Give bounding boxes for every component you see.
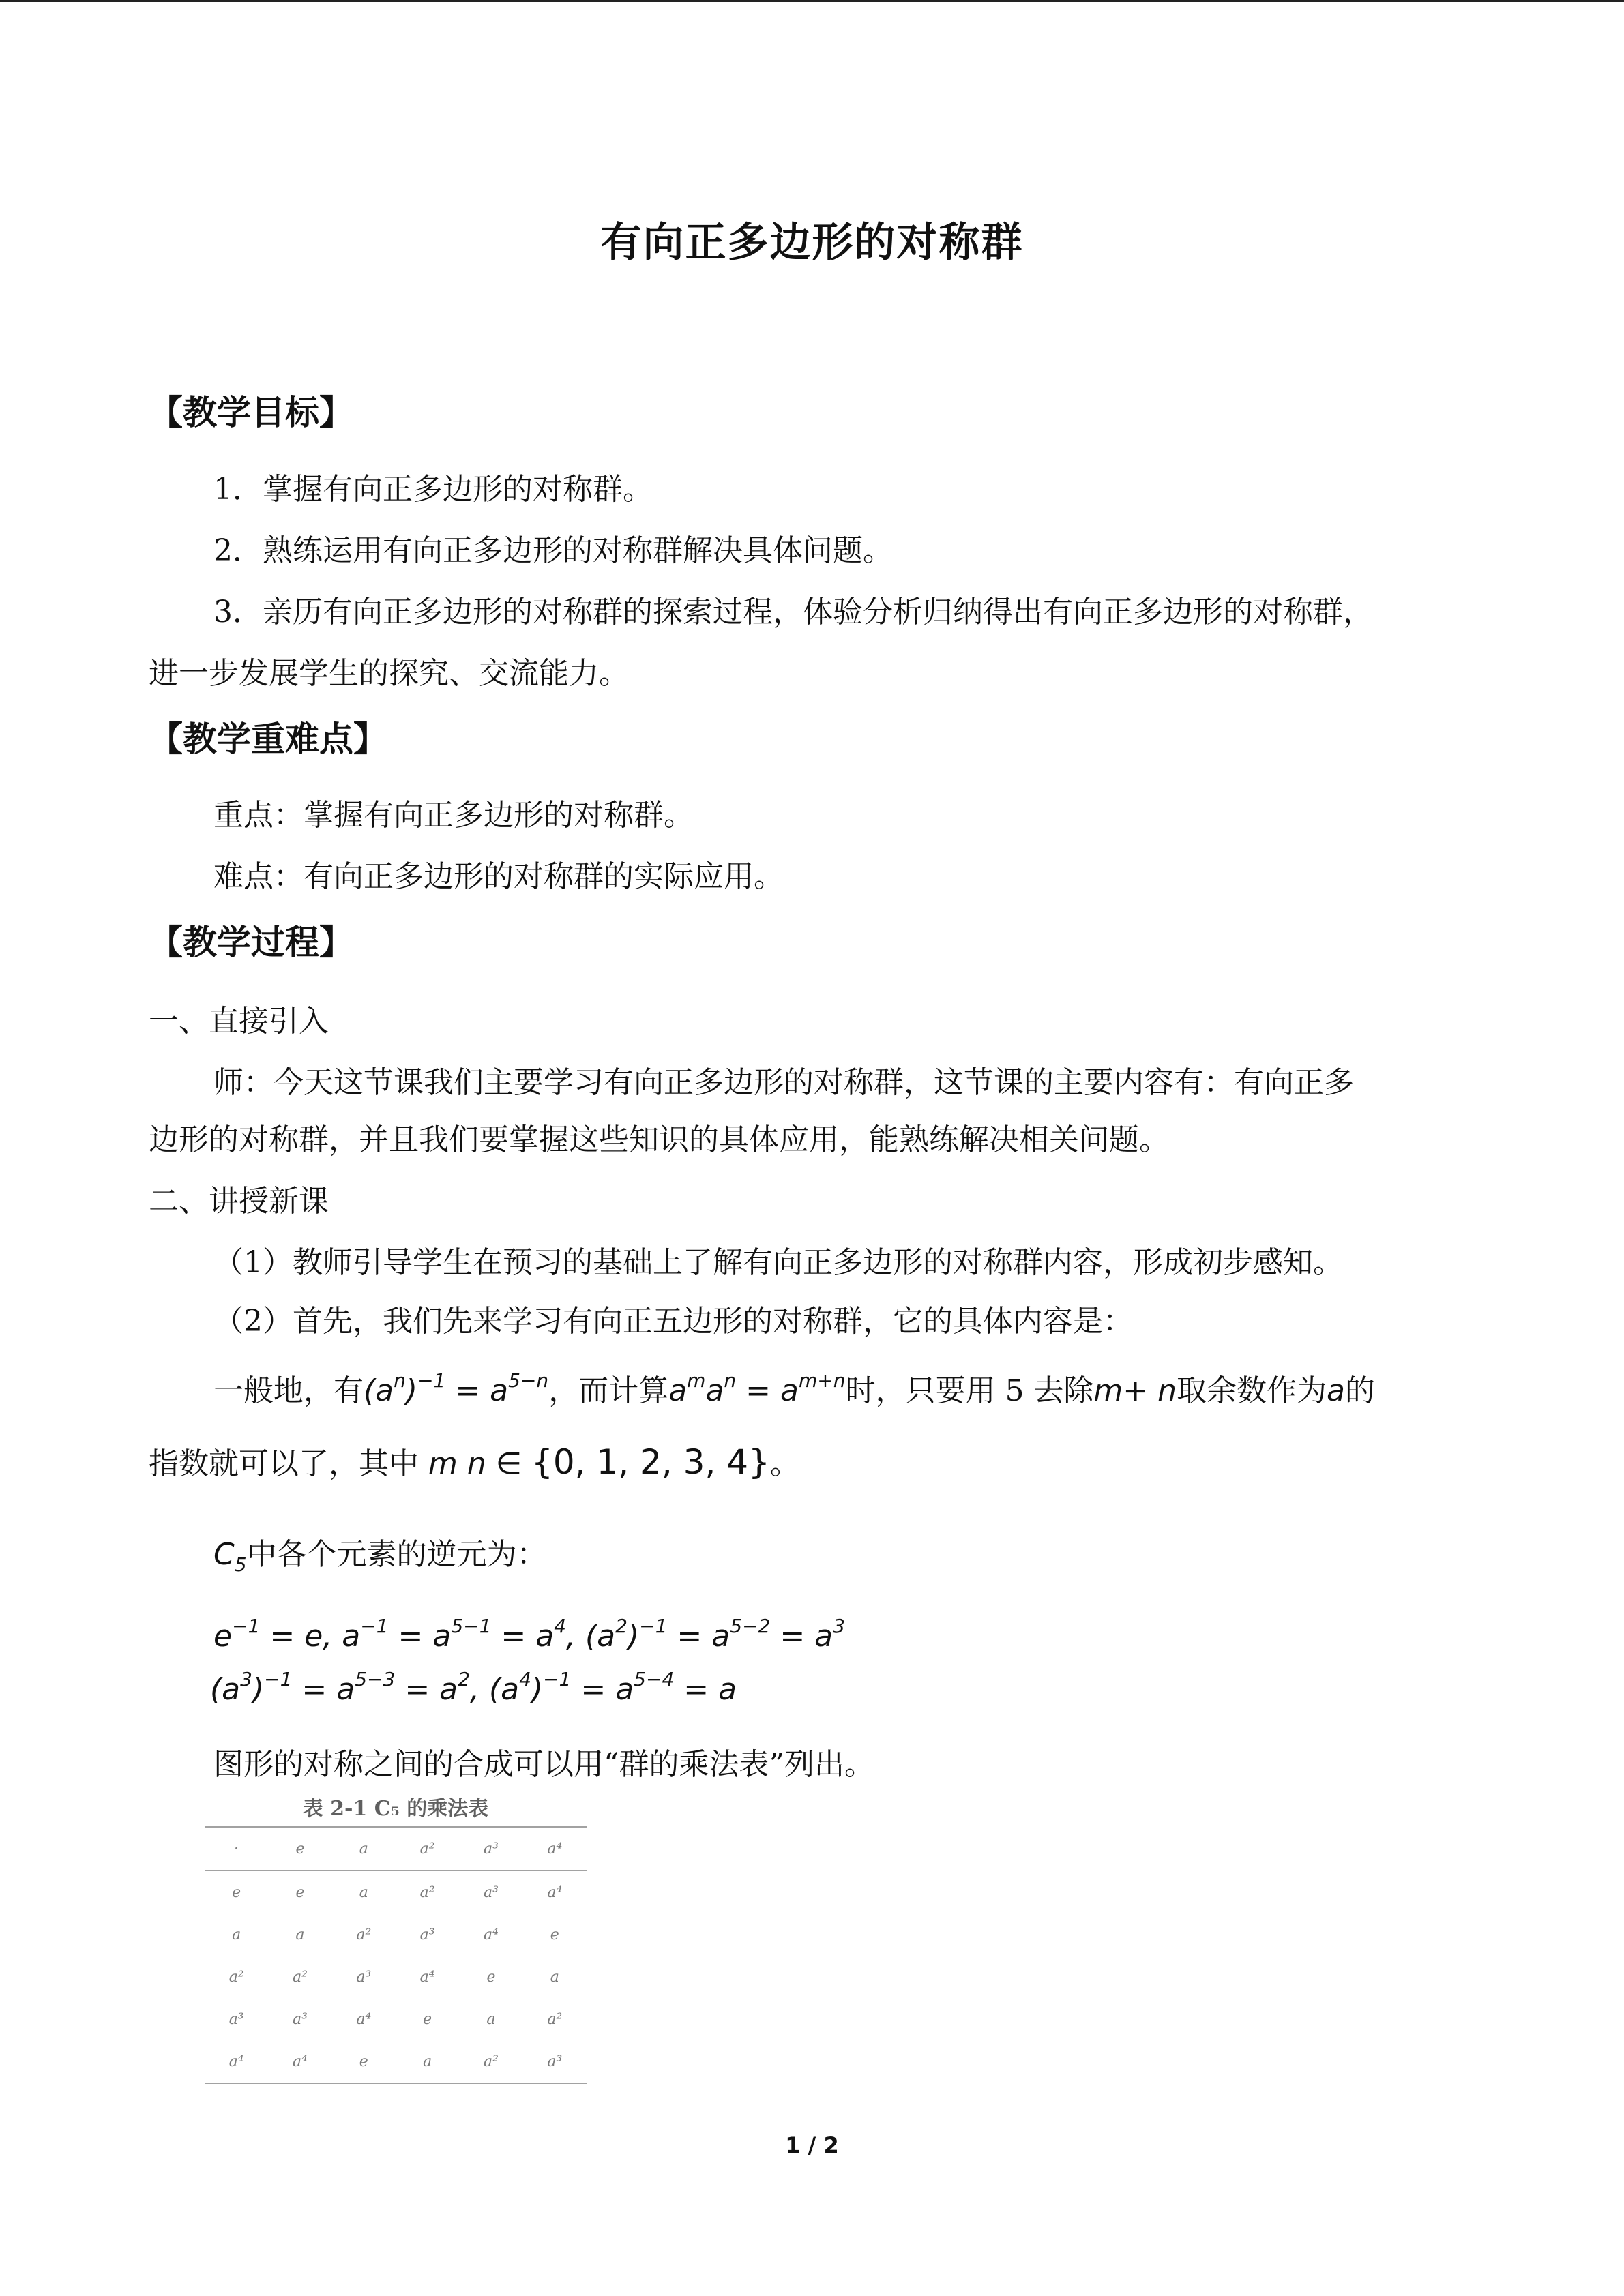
table-cell: a³: [228, 2010, 244, 2028]
page-title: 有向正多边形的对称群: [600, 219, 1024, 267]
table-cell: a³: [523, 2040, 587, 2083]
table-cell: a²: [396, 1827, 459, 1870]
keypoints-heading: 【教学重难点】: [149, 719, 387, 759]
table-cell: a⁴: [205, 2040, 268, 2083]
table-cell: a⁴: [356, 2010, 372, 2028]
table-row: [205, 1870, 587, 1913]
inverse-formula: $(a^n)^{-1} = a^{5-n}$: [364, 1369, 549, 1408]
exponent-set: {0, 1, 2, 3, 4}: [531, 1442, 770, 1482]
table-cell: e: [486, 1968, 496, 1986]
table-cell: e: [550, 1926, 559, 1943]
table-cell: a³: [459, 1827, 522, 1870]
part2-text-line1: （1）教师引导学生在预习的基础上了解有向正多边形的对称群内容，形成初步感知。: [213, 1245, 1343, 1280]
cayley-caption: 表 2-1 C₅ 的乘法表: [302, 1797, 489, 1821]
cayley-table-figure: [198, 1792, 593, 2084]
table-intro: 图形的对称之间的合成可以用“群的乘法表”列出。: [213, 1747, 874, 1782]
table-cell: a²: [459, 2040, 522, 2083]
table-cell: a²: [356, 1926, 372, 1943]
product-formula: $a^ma^n = a^{m+n}$: [668, 1369, 846, 1408]
part2-text-line2: （2）首先，我们先来学习有向正五边形的对称群，它的具体内容是：: [213, 1304, 1133, 1339]
table-cell: a³: [419, 1926, 435, 1943]
general-formula-line: 一般地，有$(a^n)^{-1} = a^{5-n}$，而计算$a^ma^n = a^{m+n}$时，只要用 5 去除m+ n取余数作为a的: [213, 1369, 1375, 1408]
inverse-equation-1: $e^{-1} = e$, $a^{-1} = a^{5-1} = a^4$, $(a^2)^{-1} = a^{5-2} = a^3$: [213, 1615, 845, 1654]
page-number: 1 / 2: [785, 2132, 839, 2158]
part1-text-line1: 师：今天这节课我们主要学习有向正多边形的对称群，这节课的主要内容有：有向正多: [213, 1065, 1354, 1100]
table-cell: e: [295, 1883, 305, 1901]
table-cell: a: [486, 2010, 496, 2028]
table-row: [205, 1956, 587, 1998]
m-n-in: m n ∈: [419, 1446, 532, 1481]
goals-heading: 【教学目标】: [149, 392, 353, 432]
table-cell: a²: [228, 1968, 244, 1986]
table-row: [205, 1998, 587, 2040]
table-cell: a: [232, 1926, 241, 1943]
process-heading: 【教学过程】: [149, 922, 353, 962]
table-header-row: [205, 1827, 587, 1870]
table-cell: e: [332, 2040, 396, 2083]
group-symbol: $C_5$: [213, 1537, 247, 1576]
part1-text-line2: 边形的对称群，并且我们要掌握这些知识的具体应用，能熟练解决相关问题。: [149, 1122, 1169, 1157]
top-border: [0, 0, 1624, 2]
table-cell: a²: [547, 2010, 563, 2028]
table-cell: e: [423, 2010, 432, 2028]
table-cell: a: [332, 1827, 396, 1870]
table-cell: a²: [293, 1968, 308, 1986]
part1-title: 一、直接引入: [149, 1004, 329, 1039]
table-cell: a³: [484, 1883, 499, 1901]
table-cell: a: [359, 1883, 368, 1901]
table-cell: a⁴: [268, 2040, 331, 2083]
table-cell: a: [396, 2040, 459, 2083]
difficult-point: 难点：有向正多边形的对称群的实际应用。: [213, 859, 784, 894]
table-cell: a³: [356, 1968, 372, 1986]
goal-item-2: 2．熟练运用有向正多边形的对称群解决具体问题。: [213, 533, 893, 568]
goal-item-3: 3．亲历有向正多边形的对称群的探索过程，体验分析归纳得出有向正多边形的对称群，: [213, 595, 1373, 629]
table-cell: a³: [293, 2010, 308, 2028]
table-cell: a⁴: [484, 1926, 499, 1943]
table-cell: e: [232, 1883, 241, 1901]
table-cell: a⁴: [523, 1827, 587, 1870]
part2-title: 二、讲授新课: [149, 1184, 329, 1219]
table-cell: ·: [205, 1827, 268, 1870]
goal-item-1: 1．掌握有向正多边形的对称群。: [213, 472, 653, 507]
table-cell: a: [550, 1968, 559, 1986]
exponent-line: 指数就可以了，其中 m n ∈ {0, 1, 2, 3, 4}。: [149, 1442, 800, 1482]
inverse-equation-2: $(a^3)^{-1} = a^{5-3} = a^2$, $(a^4)^{-1} = a^{5-4} = a$: [210, 1668, 737, 1707]
table-cell: a⁴: [547, 1883, 563, 1901]
table-cell: a⁴: [419, 1968, 435, 1986]
inverse-intro-line: $C_5$中各个元素的逆元为：: [213, 1537, 547, 1576]
cayley-table: [205, 1826, 587, 2084]
table-cell: e: [268, 1827, 331, 1870]
table-cell: a²: [419, 1883, 435, 1901]
key-point: 重点：掌握有向正多边形的对称群。: [213, 798, 694, 833]
table-cell: a: [295, 1926, 305, 1943]
m-plus-n: m+ n: [1093, 1373, 1177, 1408]
goal-item-3-cont: 进一步发展学生的探究、交流能力。: [149, 656, 629, 691]
table-row: [205, 2040, 587, 2083]
symbol-a: a: [1327, 1373, 1345, 1408]
table-row: [205, 1913, 587, 1956]
